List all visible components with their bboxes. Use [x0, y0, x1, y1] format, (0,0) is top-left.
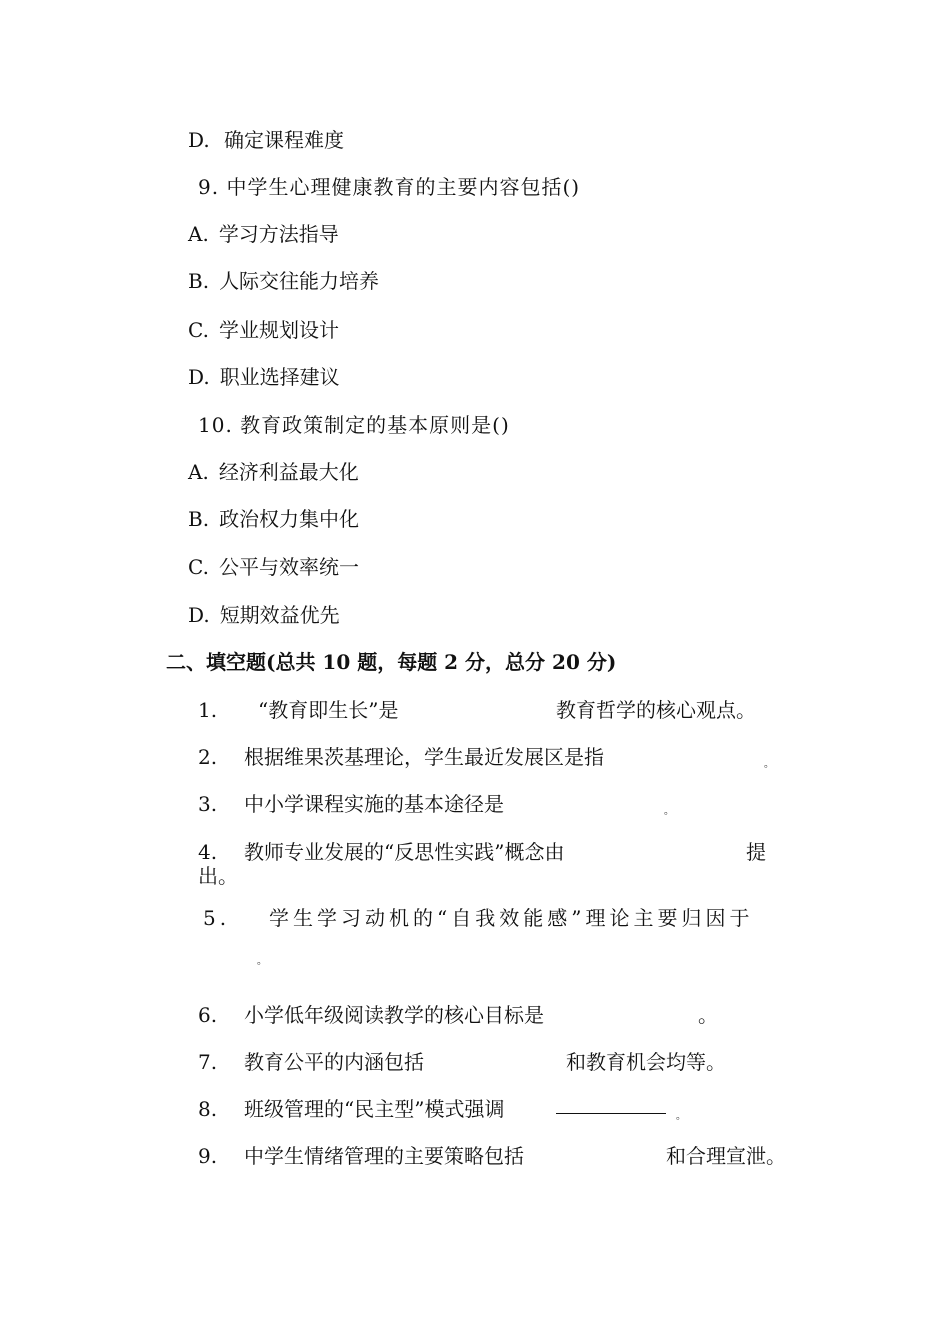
- q10-option-b: B. 政治权力集中化: [188, 507, 360, 531]
- q9-option-b: B. 人际交往能力培养: [188, 269, 380, 293]
- q10-stem: 10. 教育政策制定的基本原则是(): [198, 413, 510, 437]
- section-heading: 二、填空题(总共 10 题，每题 2 分，总分 20 分): [166, 650, 617, 674]
- q9-option-c: C. 学业规划设计: [188, 318, 339, 342]
- fill-item-5-end: 。: [257, 956, 267, 967]
- q10-option-a: A. 经济利益最大化: [188, 460, 359, 484]
- q9-option-d: D. 职业选择建议: [188, 365, 340, 389]
- q8-option-d: [188, 128, 344, 152]
- fill-item-4-continuation: 出。: [198, 864, 238, 888]
- q10-option-d: D. 短期效益优先: [188, 603, 340, 627]
- q9-stem: 9. 中学生心理健康教育的主要内容包括(): [198, 175, 581, 199]
- option-label: D.: [188, 128, 210, 152]
- answer-blank[interactable]: [556, 1095, 666, 1114]
- q9-option-a: A. 学习方法指导: [188, 222, 339, 246]
- option-text: 确定课程难度: [224, 128, 345, 152]
- q10-option-c: C. 公平与效率统一: [188, 555, 359, 579]
